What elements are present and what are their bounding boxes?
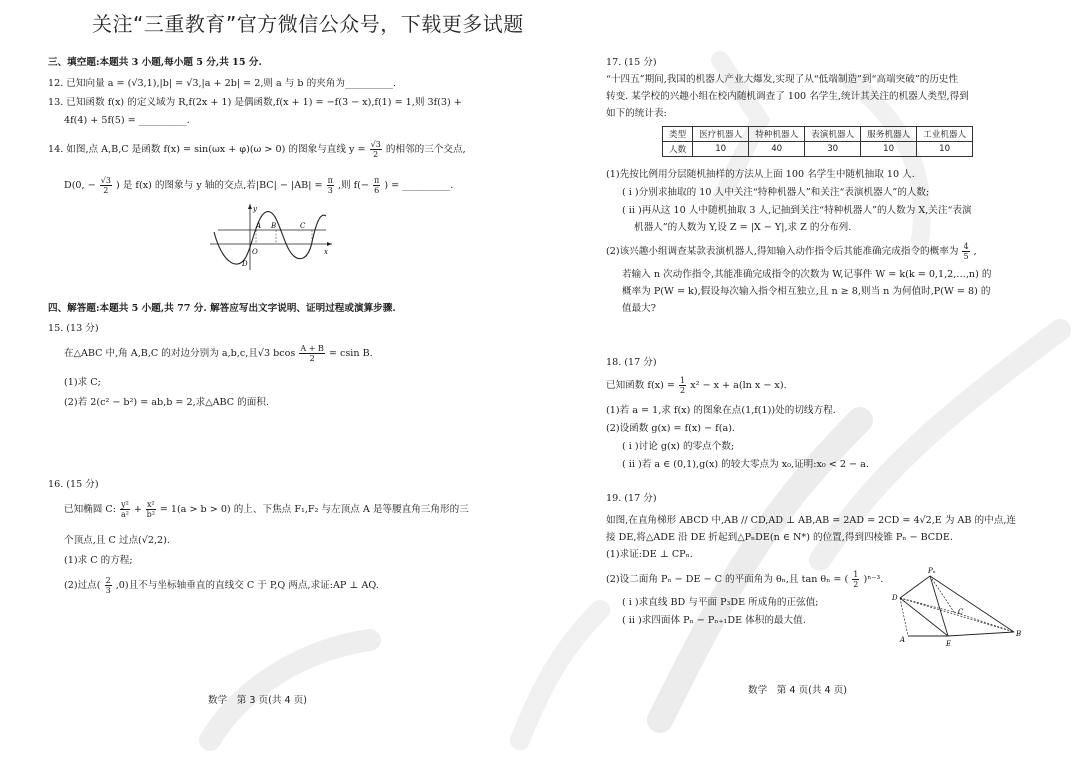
question-18-part2-ii: ( ii )若 a ∈ (0,1),g(x) 的较大零点为 x₀,证明:x₀ < 2 − a. <box>622 459 869 470</box>
question-19-title: 19. (17 分) <box>606 493 657 504</box>
question-15-part1: (1)求 C; <box>64 377 101 388</box>
table-cell: 医疗机器人 <box>693 127 749 142</box>
question-18-title: 18. (17 分) <box>606 357 657 368</box>
question-16-stem-line1: 已知椭圆 C: $\frac{\text{y²}}{\text{a²}}$ + $\frac{\text{x²}}{\text{b²}}$ = 1(a > b > 0) 的上、下焦点 F₁,F₂ 与左顶点 A 是等腰直角三角形的三 <box>64 500 469 519</box>
table-row <box>663 142 973 157</box>
question-17-part2-line3: 概率为 P(W = k),假设每次输入指令相互独立,且 n ≥ 8,则当 n 为何值时,P(W = 8) 的 <box>622 286 991 297</box>
left-page-footer: 数学 第 3 页(共 4 页) <box>208 695 308 706</box>
fig-label-x: x <box>324 248 328 256</box>
question-19-part2-ii: ( ii )求四面体 Pₙ − Pₙ₊₁DE 体积的最大值. <box>622 615 806 626</box>
section-3-heading: 三、填空题:本题共 3 小题,每小题 5 分,共 15 分. <box>48 57 262 68</box>
right-page-footer: 数学 第 4 页(共 4 页) <box>748 685 848 696</box>
question-18-part2-i: ( i )讨论 g(x) 的零点个数; <box>622 441 735 452</box>
pyramid-figure <box>890 562 1026 652</box>
question-19-stem-line1: 如图,在直角梯形 ABCD 中,AB // CD,AD ⊥ AB,AB = 2AD = 2CD = 4√2,E 为 AB 的中点,连 <box>606 515 1016 526</box>
table-cell: 工业机器人 <box>917 127 973 142</box>
question-17-stem-line3: 如下的统计表: <box>606 108 667 119</box>
question-19-part2: (2)设二面角 Pₙ − DE − C 的平面角为 θₙ,且 tan θₙ = ( $\frac{1}{2}$ )ⁿ⁻³. <box>606 570 884 589</box>
question-18-stem: 已知函数 f(x) = $\frac{1}{2}$ x² − x + a(ln x − x). <box>606 376 787 395</box>
fig-label-pn: Pₙ <box>928 567 936 575</box>
question-17-part2-line1: (2)该兴趣小组调查某款表演机器人,得知输入动作指令后其能准确完成指令的概率为 $\frac{4}{5}$ , <box>606 242 977 261</box>
question-18-part1: (1)若 a = 1,求 f(x) 的图象在点(1,f(1))处的切线方程. <box>606 405 836 416</box>
question-17-part1-ii-line2: 机器人”的人数为 Y,设 Z = |X − Y|,求 Z 的分布列. <box>634 222 852 233</box>
table-cell: 10 <box>693 142 749 157</box>
fig-label-e: E <box>946 640 952 648</box>
fig-label-b: B <box>1016 630 1022 638</box>
table-cell: 40 <box>749 142 805 157</box>
fig-label-a: A <box>256 222 262 230</box>
question-17-part1-i: ( i )分别求抽取的 10 人中关注“特种机器人”和关注“表演机器人”的人数; <box>622 187 930 198</box>
question-19-part1: (1)求证:DE ⊥ CPₙ. <box>606 549 693 560</box>
fig-label-o: O <box>252 248 258 256</box>
fig-label-d: D <box>242 260 248 268</box>
question-15-stem: 在△ABC 中,角 A,B,C 的对边分别为 a,b,c,且√3 bcos $\frac{A + B}{2}$ = csin B. <box>64 344 373 363</box>
fig-label-c: C <box>300 222 306 230</box>
question-17-part1-ii-line1: ( ii )再从这 10 人中随机抽取 3 人,记抽到关注“特种机器人”的人数为 X,关注“表演 <box>622 205 972 216</box>
table-cell: 人数 <box>663 142 693 157</box>
table-cell: 类型 <box>663 127 693 142</box>
table-header-row <box>663 127 973 142</box>
question-12: 12. 已知向量 a = (√3,1),|b| = √3,|a + 2b| = 2,则 a 与 b 的夹角为__________. <box>48 78 397 89</box>
question-18-part2: (2)设函数 g(x) = f(x) − f(a). <box>606 423 735 434</box>
fig-label-d: D <box>892 594 898 602</box>
question-16-part1: (1)求 C 的方程; <box>64 555 133 566</box>
question-14-line1: 14. 如图,点 A,B,C 是函数 f(x) = sin(ωx + φ)(ω > 0) 的图象与直线 y = $\frac{√3}{2}$ 的相邻的三个交点, <box>48 140 466 159</box>
fig-label-b: B <box>271 222 277 230</box>
question-16-title: 16. (15 分) <box>48 479 99 490</box>
question-16-stem-line2: 个顶点,且 C 过点(√2,2). <box>64 535 170 546</box>
table-cell: 特种机器人 <box>749 127 805 142</box>
section-4-heading: 四、解答题:本题共 5 小题,共 77 分. 解答应写出文字说明、证明过程或演算步骤. <box>48 303 396 314</box>
question-17-title: 17. (15 分) <box>606 57 657 68</box>
table-cell: 10 <box>861 142 917 157</box>
robot-stats-table <box>662 126 973 157</box>
sine-wave-figure <box>208 202 336 272</box>
question-17-part2-line4: 值最大? <box>622 303 656 314</box>
table-cell: 表演机器人 <box>805 127 861 142</box>
question-17-part1: (1)先按比例用分层随机抽样的方法从上面 100 名学生中随机抽取 10 人. <box>606 169 915 180</box>
question-17-part2-line2: 若输入 n 次动作指令,其能准确完成指令的次数为 W,记事件 W = k(k = 0,1,2,…,n) 的 <box>622 269 992 280</box>
fig-label-c: C <box>958 608 964 616</box>
page-header-banner: 关注“三重教育”官方微信公众号，下载更多试题 <box>92 12 524 36</box>
table-cell: 30 <box>805 142 861 157</box>
question-15-part2: (2)若 2(c² − b²) = ab,b = 2,求△ABC 的面积. <box>64 397 269 408</box>
fig-label-y: y <box>253 205 257 213</box>
table-cell: 10 <box>917 142 973 157</box>
fig-label-a: A <box>900 636 906 644</box>
question-17-stem-line2: 转变. 某学校的兴趣小组在校内随机调查了 100 名学生,统计其关注的机器人类型,得到 <box>606 91 969 102</box>
question-17-stem-line1: “十四五”期间,我国的机器人产业大爆发,实现了从“低端制造”到“高端突破”的历史性 <box>606 74 959 85</box>
question-13-line2: 4f(4) + 5f(5) = __________. <box>64 115 190 126</box>
question-15-title: 15. (13 分) <box>48 323 99 334</box>
question-19-stem-line2: 接 DE,将△ADE 沿 DE 折起到△PₙDE(n ∈ N*) 的位置,得到四棱锥 Pₙ − BCDE. <box>606 532 953 543</box>
question-19-part2-i: ( i )求直线 BD 与平面 P₃DE 所成角的正弦值; <box>622 597 819 608</box>
question-16-part2: (2)过点( $\frac{2}{3}$ ,0)且不与坐标轴垂直的直线交 C 于 P,Q 两点,求证:AP ⊥ AQ. <box>64 576 379 595</box>
table-cell: 服务机器人 <box>861 127 917 142</box>
question-13-line1: 13. 已知函数 f(x) 的定义域为 R,f(2x + 1) 是偶函数,f(x + 1) = −f(3 − x),f(1) = 1,则 3f(3) + <box>48 97 462 108</box>
question-14-line2: D(0, − $\frac{√3}{2}$ ) 是 f(x) 的图象与 y 轴的交点,若|BC| − |AB| = $\frac{\pi}{3}$ ,则 f(− $\frac{\pi}{6}$ ) = __________. <box>64 176 454 195</box>
